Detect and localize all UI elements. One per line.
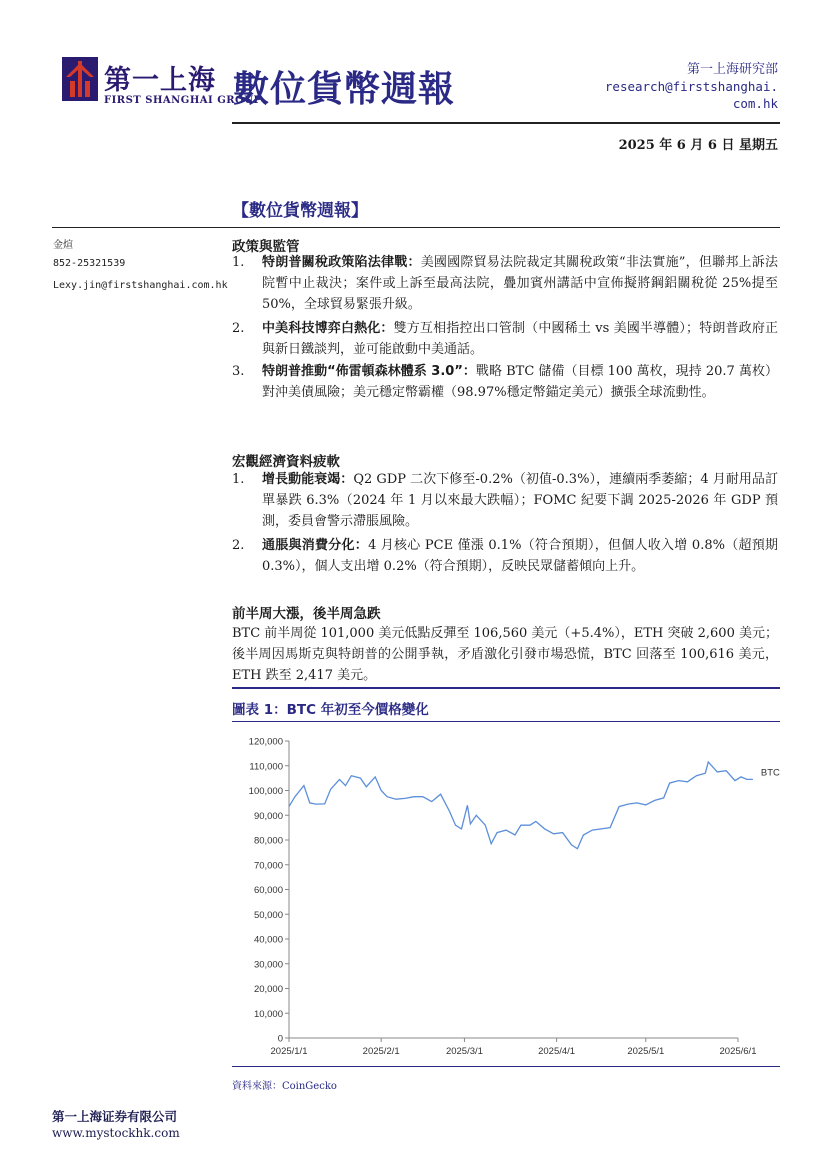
list-item-text: 戰略 BTC 儲備（目標 100 萬枚，現持 20.7 萬枚）對沖美債風險；美元穩定幣霸權（98.97%穩定幣錨定美元）擴張全球流動性。 <box>262 364 778 400</box>
report-title: 數位貨幣週報 <box>233 69 456 110</box>
list-item-bold: 特朗普推動“佈雷頓森林體系 3.0”： <box>262 364 476 379</box>
x-tick-label: 2025/4/1 <box>538 1046 576 1057</box>
analyst-email-link[interactable]: Lexy.jin@firstshanghai.com.hk <box>53 280 228 291</box>
list-item-bold: 中美科技博弈白熱化： <box>262 321 394 336</box>
list-item <box>262 361 778 403</box>
y-tick-label: 80,000 <box>253 835 283 847</box>
header-divider <box>232 122 780 124</box>
list-item <box>262 469 778 532</box>
chart-source: 資料來源：CoinGecko <box>232 1081 337 1092</box>
footer-company: 第一上海证券有限公司 <box>52 1109 178 1124</box>
x-tick-label: 2025/1/1 <box>270 1046 308 1057</box>
y-tick-label: 30,000 <box>253 959 283 971</box>
chart-bottom-rule <box>232 1066 780 1067</box>
x-tick-label: 2025/2/1 <box>362 1046 400 1057</box>
y-tick-label: 40,000 <box>253 934 283 946</box>
y-tick-label: 120,000 <box>248 736 283 748</box>
list-item-text: Q2 GDP 二次下修至-0.2%（初值-0.3%），連續兩季萎縮；4 月耐用品訂單暴跌 6.3%（2024 年 1 月以來最大跌幅）；FOMC 紀要下調 2025-2026 年 GDP 預測，委員會警示滯脹風險。 <box>262 472 778 529</box>
heading-market: 前半周大漲，後半周急跌 <box>232 606 381 622</box>
logo-chinese-name: 第一上海 <box>104 65 216 96</box>
y-tick-label: 110,000 <box>249 761 283 773</box>
y-tick-label: 50,000 <box>253 909 283 921</box>
list-item <box>262 318 778 360</box>
footer-url-link[interactable]: www.mystockhk.com <box>52 1126 180 1140</box>
section-title: 【數位貨幣週報】 <box>232 201 368 221</box>
btc-series-line <box>289 762 753 849</box>
logo-english-name: FIRST SHANGHAI GROUP <box>104 95 262 106</box>
list-item-bold: 特朗普關稅政策陷法律戰： <box>262 255 421 270</box>
report-date: 2025 年 6 月 6 日 星期五 <box>618 138 778 153</box>
y-tick-label: 90,000 <box>253 810 283 822</box>
analyst-name: 金煊 <box>53 240 73 251</box>
y-tick-label: 100,000 <box>248 786 283 797</box>
section-divider <box>52 227 780 228</box>
y-tick-label: 70,000 <box>253 860 283 872</box>
list-item-text: 4 月核心 PCE 僅漲 0.1%（符合預期），但個人收入增 0.8%（超預期 0.3%），個人支出增 0.2%（符合預期），反映民眾儲蓄傾向上升。 <box>262 538 778 574</box>
heading-policy: 政策與監管 <box>232 239 300 255</box>
list-item-bold: 通脹與消費分化： <box>262 538 369 553</box>
chart-title: 圖表 1：BTC 年初至今價格變化 <box>232 702 429 718</box>
department-name: 第一上海研究部 <box>686 62 778 77</box>
y-tick-label: 20,000 <box>253 984 283 995</box>
market-paragraph: BTC 前半周從 101,000 美元低點反彈至 106,560 美元（+5.4%），ETH 突破 2,600 美元；後半周因馬斯克與特朗普的公開爭執，矛盾激化引發市場恐慌，BTC 回落至 100,616 美元，ETH 跌至 2,417 美元。 <box>232 626 778 683</box>
chart-top-rule <box>232 687 780 689</box>
y-tick-label: 0 <box>277 1033 283 1045</box>
list-number: 1. <box>232 255 245 270</box>
list-number: 1. <box>232 472 245 487</box>
list-item <box>262 252 778 315</box>
y-tick-label: 60,000 <box>253 885 283 896</box>
chart-title-rule <box>232 721 780 722</box>
series-label-btc: BTC <box>760 767 780 779</box>
analyst-phone: 852-25321539 <box>53 258 126 269</box>
heading-macro: 宏觀經濟資料疲軟 <box>232 454 340 470</box>
x-tick-label: 2025/6/1 <box>719 1046 757 1057</box>
list-number: 3. <box>232 364 245 379</box>
list-item-text: 雙方互相指控出口管制（中國稀土 vs 美國半導體）；特朗普政府正與新日鐵談判，並可能啟動中美通話。 <box>262 321 778 357</box>
company-logo-icon <box>62 57 98 101</box>
department-email-link[interactable]: research@firstshanghai.com.hk <box>604 79 778 111</box>
y-tick-label: 10,000 <box>253 1008 283 1020</box>
list-item <box>262 535 778 577</box>
list-number: 2. <box>232 538 245 553</box>
x-tick-label: 2025/5/1 <box>627 1046 665 1057</box>
x-tick-label: 2025/3/1 <box>445 1046 483 1057</box>
list-item-text: 美國國際貿易法院裁定其關稅政策“非法實施”，但聯邦上訴法院暫中止裁決；案件或上訴至最高法院，疊加賓州講話中宣佈擬將鋼鋁關稅從 25%提至 50%，全球貿易緊張升級。 <box>262 255 778 312</box>
btc-price-chart <box>232 724 780 1066</box>
list-number: 2. <box>232 321 245 336</box>
list-item-bold: 增長動能衰竭： <box>262 472 354 487</box>
